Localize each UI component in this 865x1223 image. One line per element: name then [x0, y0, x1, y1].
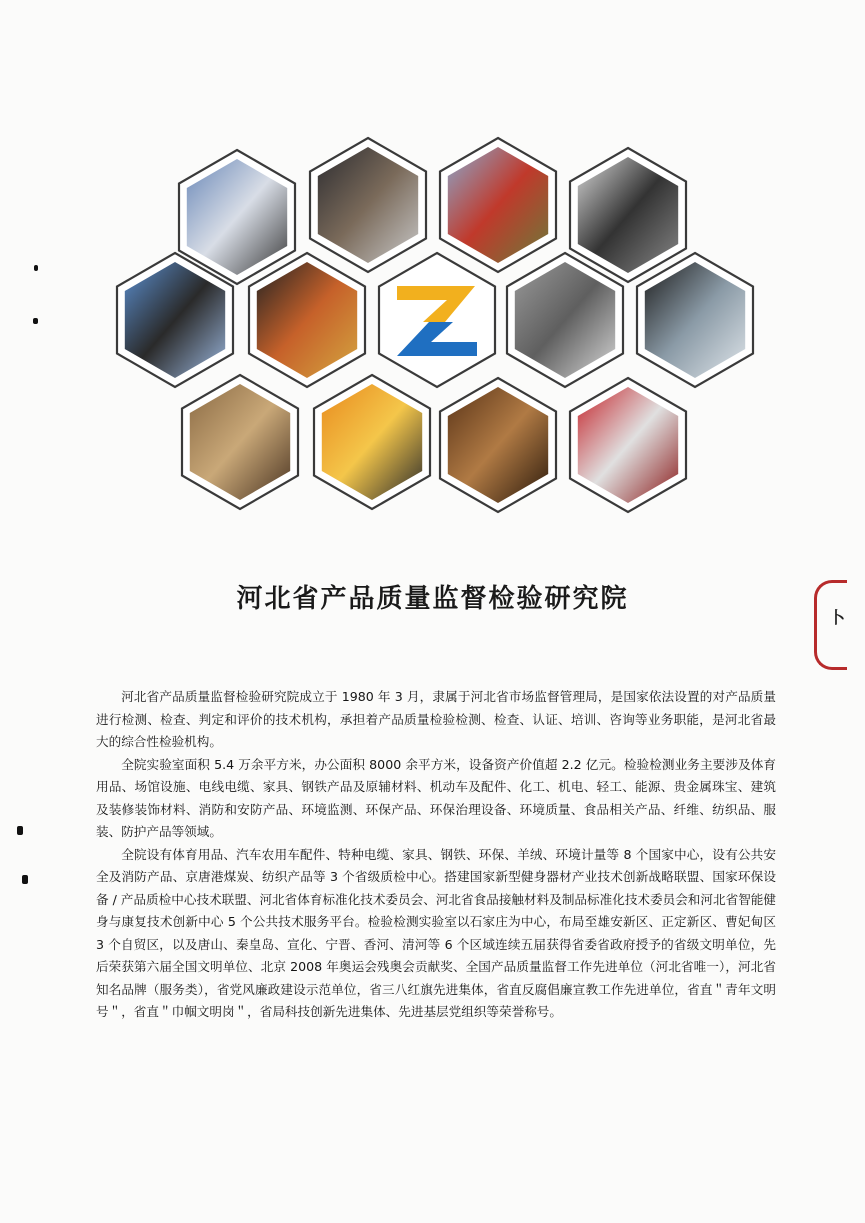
- hex-tile-fire-extinguishers-photo: [570, 378, 686, 512]
- hex-tile-fur-textile-photo: [182, 375, 298, 509]
- scan-mark: [22, 875, 28, 884]
- page-title: 河北省产品质量监督检验研究院: [236, 584, 629, 614]
- hex-tile-harvester-photo: [440, 138, 556, 272]
- scan-mark: [33, 318, 38, 324]
- edge-tab: [814, 580, 847, 670]
- hex-tile-logo-z: [379, 253, 495, 387]
- hexagon-image-collage: [0, 0, 865, 540]
- scan-mark: [34, 265, 38, 271]
- hex-tile-cables-photo: [249, 253, 365, 387]
- edge-tab-label: 卜: [829, 608, 846, 627]
- hex-tile-bridge-photo: [117, 253, 233, 387]
- body-text: [96, 686, 776, 1024]
- hex-tile-gym-treadmill-photo: [310, 138, 426, 272]
- scan-mark: [17, 826, 23, 835]
- paragraph-intro: 河北省产品质量监督检验研究院成立于 1980 年 3 月，隶属于河北省市场监督管理局，是国家依法设置的对产品质量进行检测、检查、判定和评价的技术机构，承担着产品质量检验检测、检查、认证、培训、咨询等业务职能，是河北省最大的综合性检验机构。: [96, 689, 776, 749]
- paragraph-centers-honors: 全院设有体育用品、汽车农用车配件、特种电缆、家具、钢铁、环保、羊绒、环境计量等 8 个国家中心，设有公共安全及消防产品、京唐港煤炭、纺织产品等 3 个省级质检中心。搭建国家新型健身器材产业技术创新战略联盟、国家环保设备 / 产品质检中心技术联盟、河北省体育标准化技术委员会、河北省食品接触材料及制品标准化技术委员会和河北省智能健身与康复技术创新中心 5 个公共技术服务平台。检验检测实验室以石家庄为中心，布局至雄安新区、正定新区、曹妃甸区 3 个自贸区，以及唐山、秦皇岛、宣化、宁晋、香河、清河等 6 个区域连续五届获得省委省政府授予的省级文明单位，先后荣获第六届全国文明单位、北京 2008 年奥运会残奥会贡献奖、全国产品质量监督工作先进单位（河北省唯一），河北省知名品牌（服务类），省党风廉政建设示范单位，省三八红旗先进集体，省直反腐倡廉宣教工作先进单位，省直＂青年文明号＂，省直＂巾帼文明岗＂，省局科技创新先进集体、先进基层党组织等荣誉称号。: [96, 846, 776, 1019]
- paragraph-facilities: 全院实验室面积 5.4 万余平方米，办公面积 8000 余平方米，设备资产价值超 2.2 亿元。检验检测业务主要涉及体育用品、场馆设施、电线电缆、家具、钢铁产品及原辅材料、机动车及配件、化工、机电、轻工、能源、贵金属珠宝、建筑及装修装饰材料、消防和安防产品、环境监测、环保产品、环保治理设备、环境质量、食品相关产品、纤维、纺织品、服装、防护产品等领域。: [96, 756, 776, 839]
- hex-tile-skier-photo: [179, 150, 295, 284]
- hex-tile-flanges-photo: [637, 253, 753, 387]
- hex-tile-furniture-photo: [440, 378, 556, 512]
- hex-tile-power-tower-photo: [314, 375, 430, 509]
- hex-tile-machinery-photo: [570, 148, 686, 282]
- hex-tile-steel-coils-photo: [507, 253, 623, 387]
